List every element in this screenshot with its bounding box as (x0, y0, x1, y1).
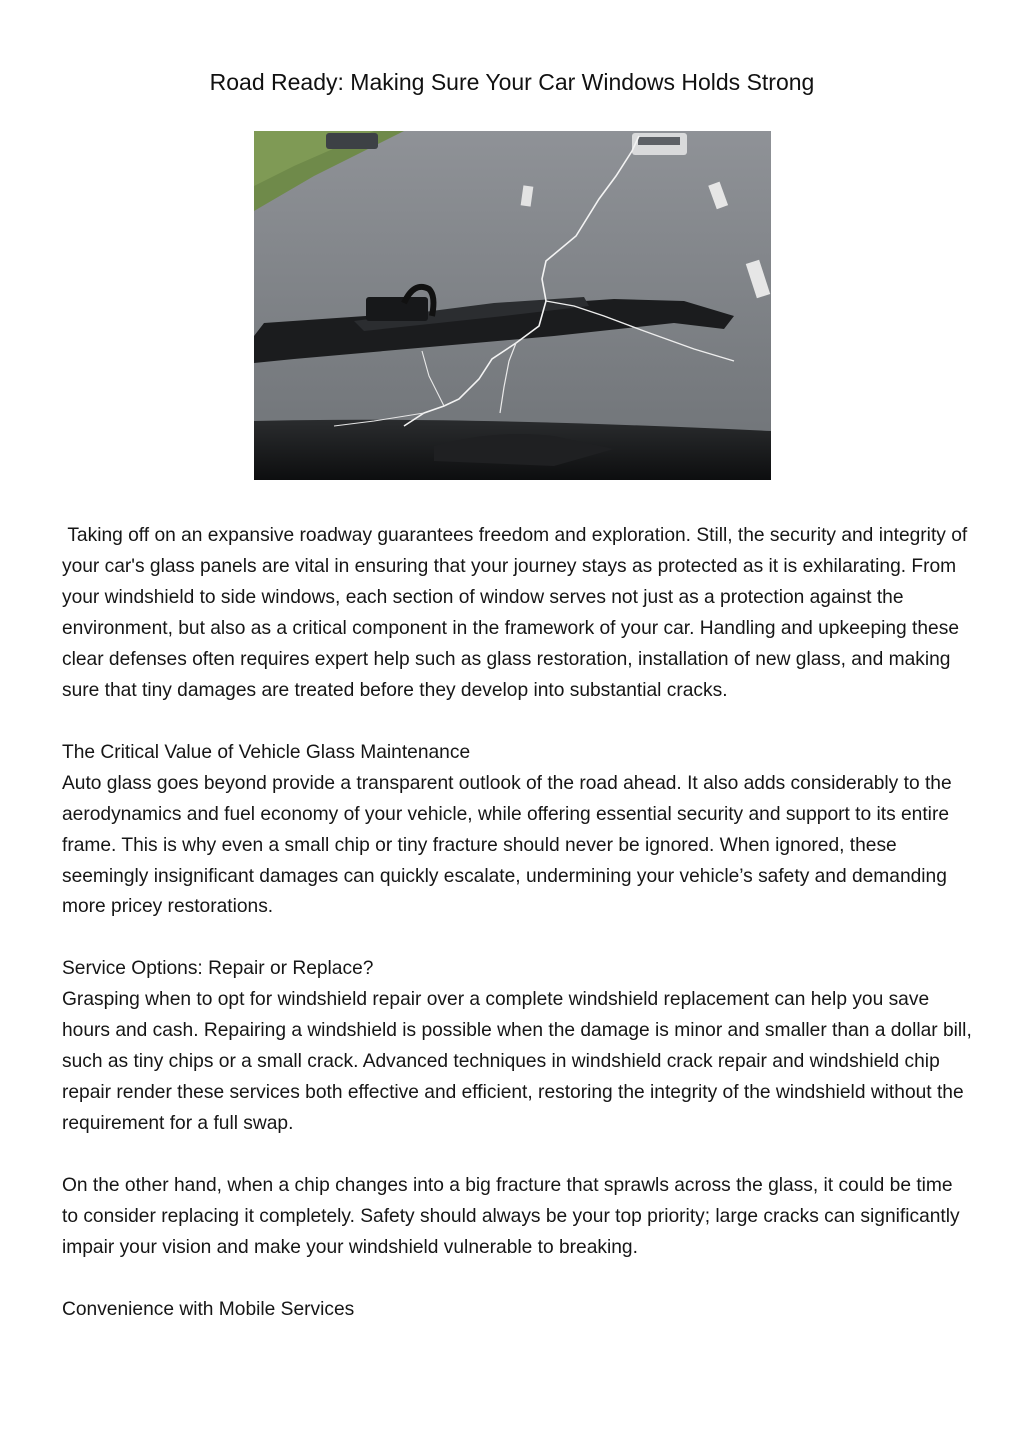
intro-paragraph: Taking off on an expansive roadway guarantees freedom and exploration. Still, the security and integrity of your car's glass panels are vital in ensuring that your journey stays as protected as it is exhilarating. From your windshield to side windows, each section of window serves not just as a protection against the environment, but also as a critical component in the framework of your car. Handling and upkeeping these clear defenses often requires expert help such as glass restoration, installation of new glass, and making sure that tiny damages are treated before they develop into substantial cracks. (62, 525, 973, 701)
section-paragraph: Auto glass goes beyond provide a transparent outlook of the road ahead. It also adds considerably to the aerodynamics and fuel economy of your vehicle, while offering essential security and support to its entire frame. This is why even a small chip or tiny fracture should never be ignored. When ignored, these seemingly insignificant damages can quickly escalate, undermining your vehicle’s safety and demanding more pricey restorations. (62, 772, 957, 918)
section-heading: Convenience with Mobile Services (62, 1299, 355, 1321)
replacement-paragraph: On the other hand, when a chip changes into a big fracture that sprawls across the glass, it could be time to consider replacing it completely. Safety should always be your top priority; large cracks can significantly impair your vision and make your windshield vulnerable to breaking. (62, 1175, 965, 1259)
section-vehicle-glass-maintenance (62, 738, 972, 924)
cracked-windshield-photo (254, 131, 771, 480)
page-title: Road Ready: Making Sure Your Car Windows Holds Strong (209, 69, 815, 95)
article-body (62, 521, 978, 1357)
section-mobile-services (62, 1295, 972, 1326)
section-heading: Service Options: Repair or Replace? (62, 958, 374, 980)
section-heading: The Critical Value of Vehicle Glass Maintenance (62, 741, 471, 763)
windshield-illustration (254, 131, 771, 480)
section-paragraph: Grasping when to opt for windshield repair over a complete windshield replacement can help you save hours and cash. Repairing a windshield is possible when the damage is minor and smaller than a dollar bill, such as tiny chips or a small crack. Advanced techniques in windshield crack repair and windshield chip repair render these services both effective and efficient, restoring the integrity of the windshield without the requirement for a full swap. (62, 989, 978, 1135)
section-repair-or-replace (62, 954, 978, 1140)
